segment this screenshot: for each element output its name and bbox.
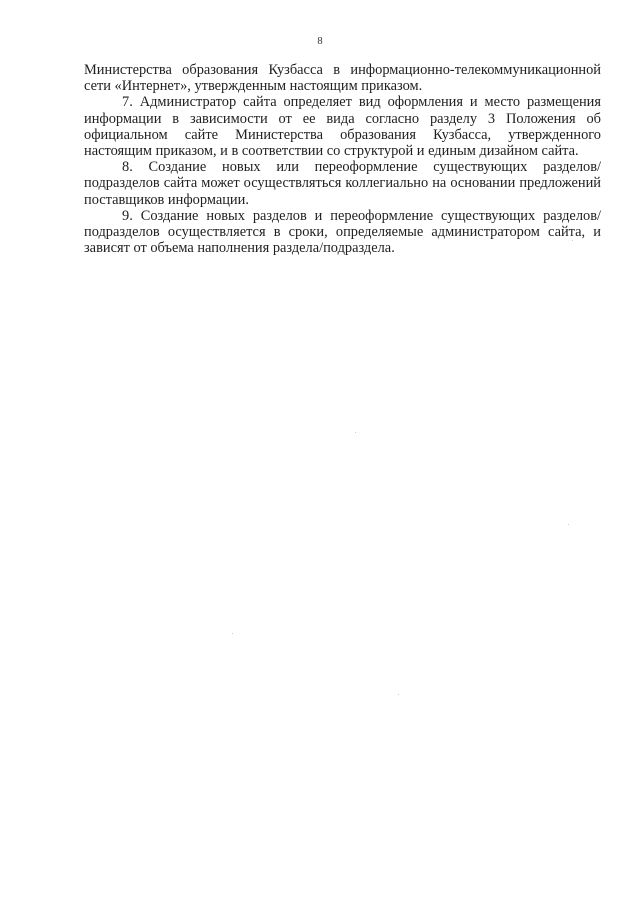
scan-speck — [572, 240, 573, 241]
paragraph-item-9: 9. Создание новых разделов и переоформление существующих разделов/подразделов осуществляется в сроки, определяемые администратором сайта, и зависят от объема наполнения раздела/подраздела. — [84, 207, 601, 257]
document-body — [84, 62, 601, 256]
page-number: 8 — [317, 36, 323, 47]
scan-speck — [568, 524, 569, 525]
scan-speck — [355, 432, 356, 433]
scan-speck — [398, 694, 399, 695]
paragraph-item-8: 8. Создание новых или переоформление существующих разделов/подразделов сайта может осуществляться коллегиально на основании предложений поставщиков информации. — [84, 159, 601, 208]
paragraph-item-7: 7. Администратор сайта определяет вид оформления и место размещения информации в зависимости от ее вида согласно разделу 3 Положения об официальном сайте Министерства образования Кузбасса, утвержденного настоящим приказом, и в соответствии со структурой и единым дизайном сайта. — [84, 94, 601, 160]
scan-speck — [232, 633, 233, 634]
paragraph-continuation: Министерства образования Кузбасса в информационно-телекоммуникационной сети «Интернет», утвержденным настоящим приказом. — [84, 62, 601, 95]
